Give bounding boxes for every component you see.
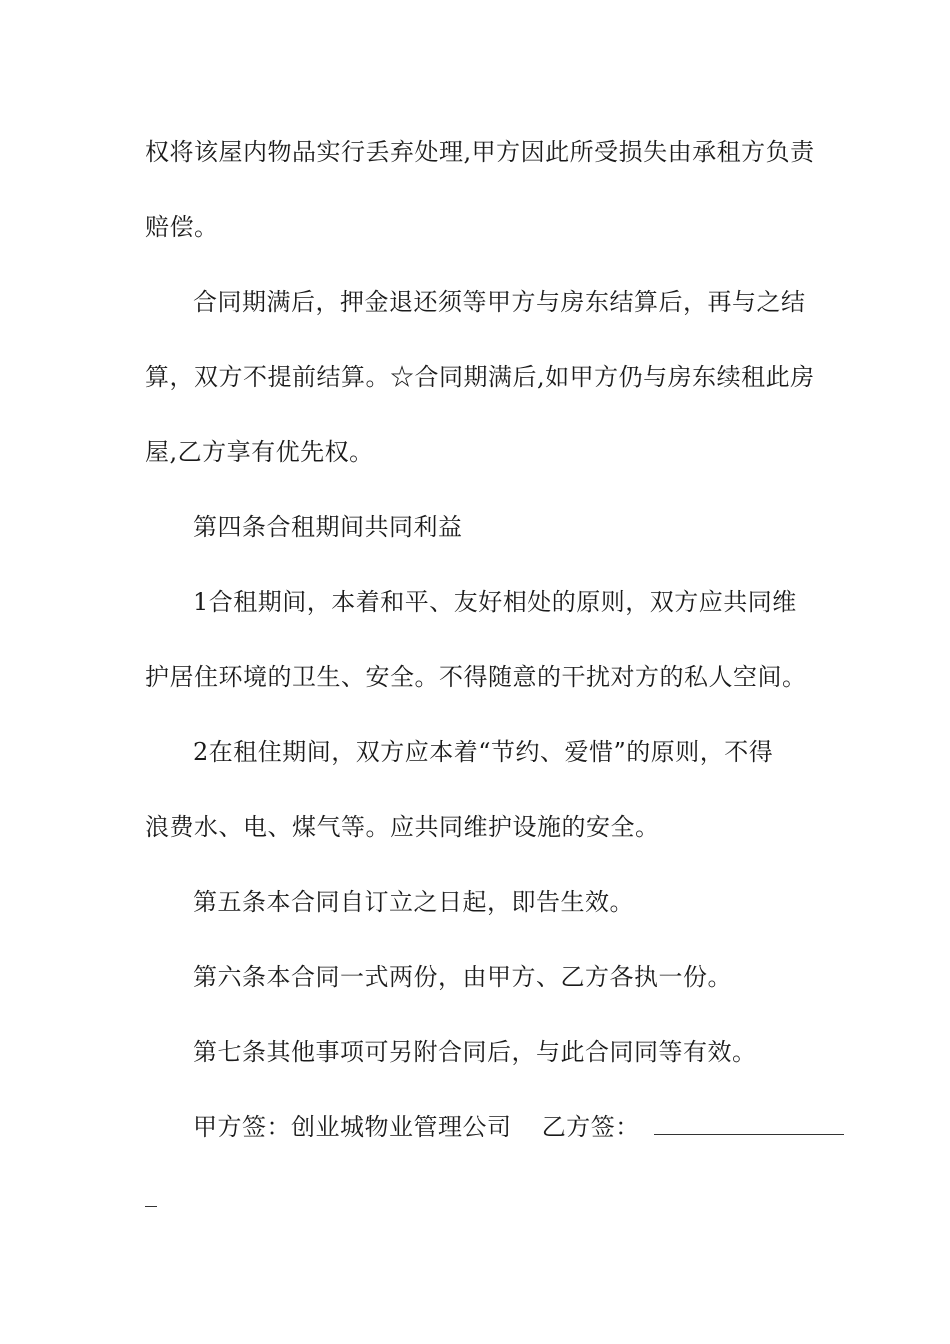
paragraph-line: 权将该屋内物品实行丢弃处理,甲方因此所受损失由承租方负责 — [145, 138, 815, 166]
party-b-signature-field[interactable] — [654, 1116, 844, 1135]
paragraph-line: 赔偿。 — [145, 213, 219, 241]
article-six: 第六条本合同一式两份，由甲方、乙方各执一份。 — [193, 963, 732, 991]
paragraph-line: 2在租住期间，双方应本着“节约、爱惜”的原则，不得 — [193, 738, 774, 766]
article-seven: 第七条其他事项可另附合同后，与此合同同等有效。 — [193, 1038, 757, 1066]
paragraph-line: 屋,乙方享有优先权。 — [145, 438, 374, 466]
paragraph-line: 浪费水、电、煤气等。应共同维护设施的安全。 — [145, 813, 660, 841]
paragraph-line: 1合租期间，本着和平、友好相处的原则，双方应共同维 — [193, 588, 797, 616]
paragraph-line: 护居住环境的卫生、安全。不得随意的干扰对方的私人空间。 — [145, 663, 807, 691]
party-a-signature: 甲方签：创业城物业管理公司 — [193, 1113, 512, 1141]
party-b-label: 乙方签： — [541, 1113, 640, 1141]
signature-continuation-line — [145, 1206, 157, 1207]
article-five: 第五条本合同自订立之日起，即告生效。 — [193, 888, 634, 916]
article-heading: 第四条合租期间共同利益 — [193, 513, 463, 541]
signature-line — [193, 1111, 844, 1143]
paragraph-line: 合同期满后，押金退还须等甲方与房东结算后，再与之结 — [193, 288, 806, 316]
paragraph-line: 算，双方不提前结算。☆合同期满后,如甲方仍与房东续租此房 — [145, 363, 815, 391]
